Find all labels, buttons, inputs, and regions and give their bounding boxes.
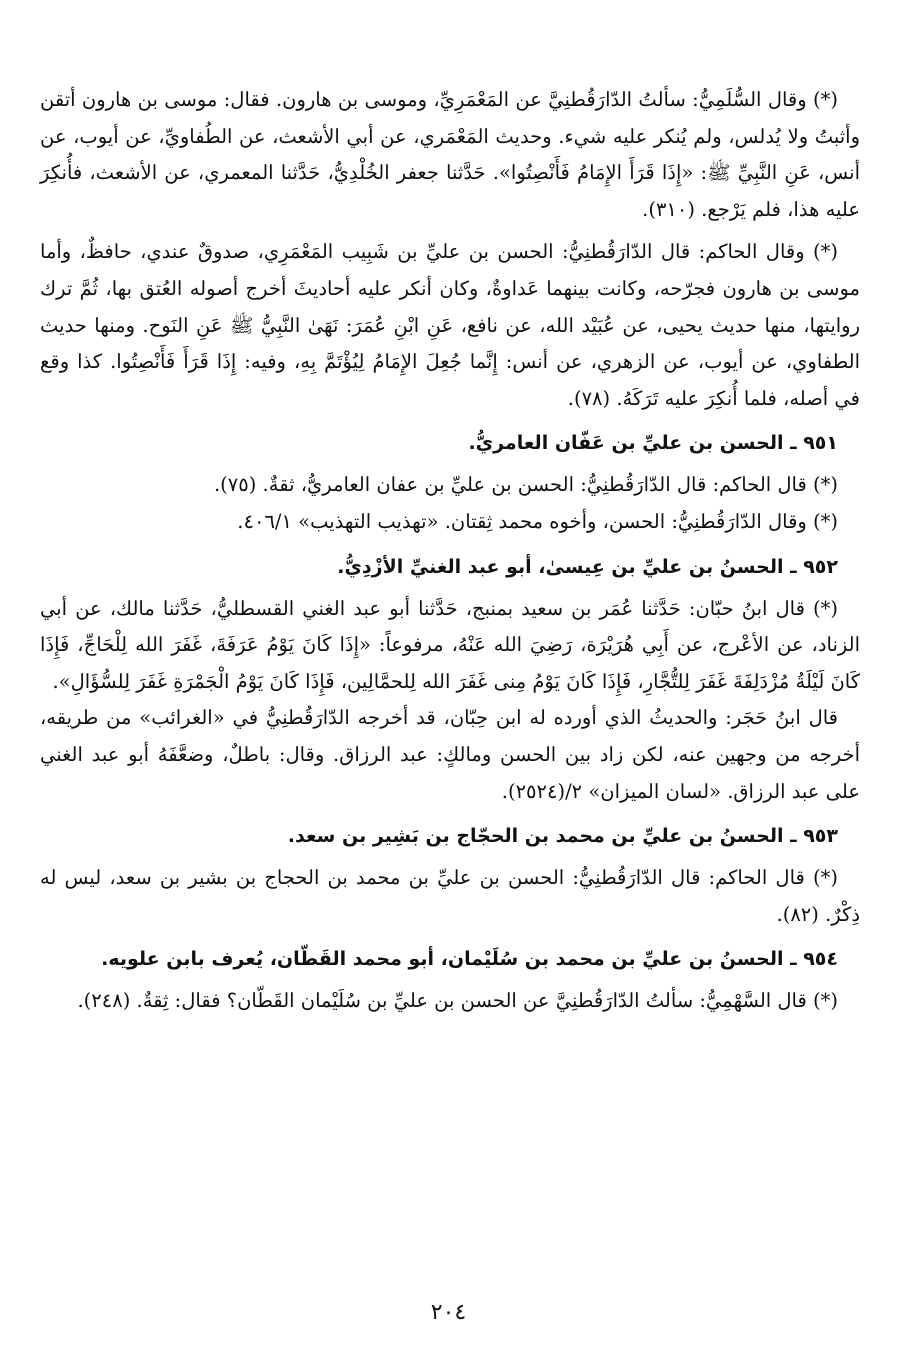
page-body — [40, 82, 860, 1020]
entry-heading-952: ٩٥٢ ـ الحسنُ بن عليِّ بن عِيسىٰ، أبو عبد الغنيِّ الأزْدِيُّ. — [337, 555, 838, 578]
entry-heading-951: ٩٥١ ـ الحسن بن عليِّ بن عَفّان العامريُّ. — [468, 432, 838, 455]
paragraph-952-ibn-hibban: (*) قال ابنُ حبّان: حَدَّثنا عُمَر بن سعيد بمنبج، حَدَّثنا أبو عبد الغني القسطليُّ، حَدَّثنا مالك، عن أبي الزناد، عن الأعْرج، عن أَبِي هُرَيْرَة، رَضِيَ الله عَنْهُ، مرفوعاً: «إِذَا كَانَ يَوْمُ عَرَفَةَ، غَفَرَ الله لِلْحَاجِّ، فَإِذَا كَانَ لَيْلَةُ مُزْدَلِفَةَ غَفَرَ لِلتُّجَّارِ، فَإِذَا كَانَ يَوْمُ مِنى غَفَرَ الله لِلحمَّالِين، فَإِذَا كَانَ يَوْمُ الْجَمْرَةِ غَفَرَ لِلسُّؤَالِ». — [40, 596, 860, 693]
paragraph-sulami-question: (*) وقال السُّلَمِيُّ: سألتُ الدّارَقُطنِيَّ عن المَعْمَرِيِّ، وموسى بن هارون. فقال: موسى بن هارون أتقن وأثبتُ ولا يُدلس، ولم يُنكر عليه شيء. وحديث المَعْمَري، عن أبي الأشعث، عن الطُفاويِّ، عن أيوب، عن أنس، عَنِ النَّبِيِّ ﷺ: «إِذَا قَرَأَ الإِمَامُ فَأَنْصِتُوا». حَدَّثنا جعفر الخُلْدِيُّ، حَدَّثنا المعمري، عن الأشعث، فأُنكِرَ عليه هذا، فلم يَرْجع. (٣١٠). — [40, 88, 860, 221]
paragraph-953-hakim: (*) قال الحاكم: قال الدّارَقُطنِيُّ: الحسن بن عليِّ بن محمد بن الحجاج بن بشير بن سعد، ليس له ذِكْرٌ. (٨٢). — [40, 866, 860, 926]
page-number: ٢٠٤ — [430, 1300, 467, 1325]
paragraph-954-sahmi: (*) قال السَّهْمِيُّ: سألتُ الدّارَقُطنِيَّ عن الحسن بن عليِّ بن سُلَيْمان القَطّان؟ فقال: ثِقةٌ. (٢٤٨). — [77, 989, 838, 1013]
paragraph-951-tahdhib: (*) وقال الدّارَقُطنِيُّ: الحسن، وأخوه محمد ثِقتان. «تهذيب التهذيب» ٤٠٦/١. — [237, 509, 838, 533]
entry-heading-954: ٩٥٤ ـ الحسنُ بن عليِّ بن محمد بن سُلَيْمان، أبو محمد القَطّان، يُعرف بابن علويه. — [101, 948, 838, 971]
entry-heading-953: ٩٥٣ ـ الحسنُ بن عليِّ بن محمد بن الحجّاج بن بَشِير بن سعد. — [287, 825, 838, 848]
paragraph-hakim-mamari: (*) وقال الحاكم: قال الدّارَقُطنِيُّ: الحسن بن عليِّ بن شَبِيب المَعْمَرِي، صدوقٌ عندي، حافظٌ، وأما موسى بن هارون فجرّحه، وكانت بينهما عَداوةٌ، وكان أنكر عليه أحاديثَ أخرج أصوله العُتق بها، ثُمَّ ترك روايتها، منها حديث يحيى، عن عُبَيْد الله، عن نافع، عَنِ ابْنِ عُمَرَ: نَهَىٰ النَّبِيُّ ﷺ عَنِ النَوح. ومنها حديث الطفاوي، عن أيوب، عن الزهري، عن أنس: إِنَّما جُعِلَ الإِمَامُ لِيُؤْتَمَّ بِهِ، وفيه: إِذَا قَرَأَ فَأَنْصِتُوا. كذا وقع في أصله، فلما أُنكِرَ عليه تَرَكَهُ. (٧٨). — [40, 240, 860, 410]
paragraph-951-hakim: (*) قال الحاكم: قال الدّارَقُطنِيُّ: الحسن بن عليِّ بن عفان العامريُّ، ثقةٌ. (٧٥). — [213, 473, 838, 497]
paragraph-952-ibn-hajar: قال ابنُ حَجَر: والحديثُ الذي أورده له ابن حِبّان، قد أخرجه الدّارَقُطنِيُّ في «الغرائب» من طريقه، أخرجه من وجهين عنه، لكن زاد بين الحسن ومالكٍ: عبد الرزاق. وقال: باطلٌ، وضعَّفَهُ أبو عبد الغني على عبد الرزاق. «لسان الميزان» ٢/(٢٥٢٤). — [40, 706, 860, 803]
